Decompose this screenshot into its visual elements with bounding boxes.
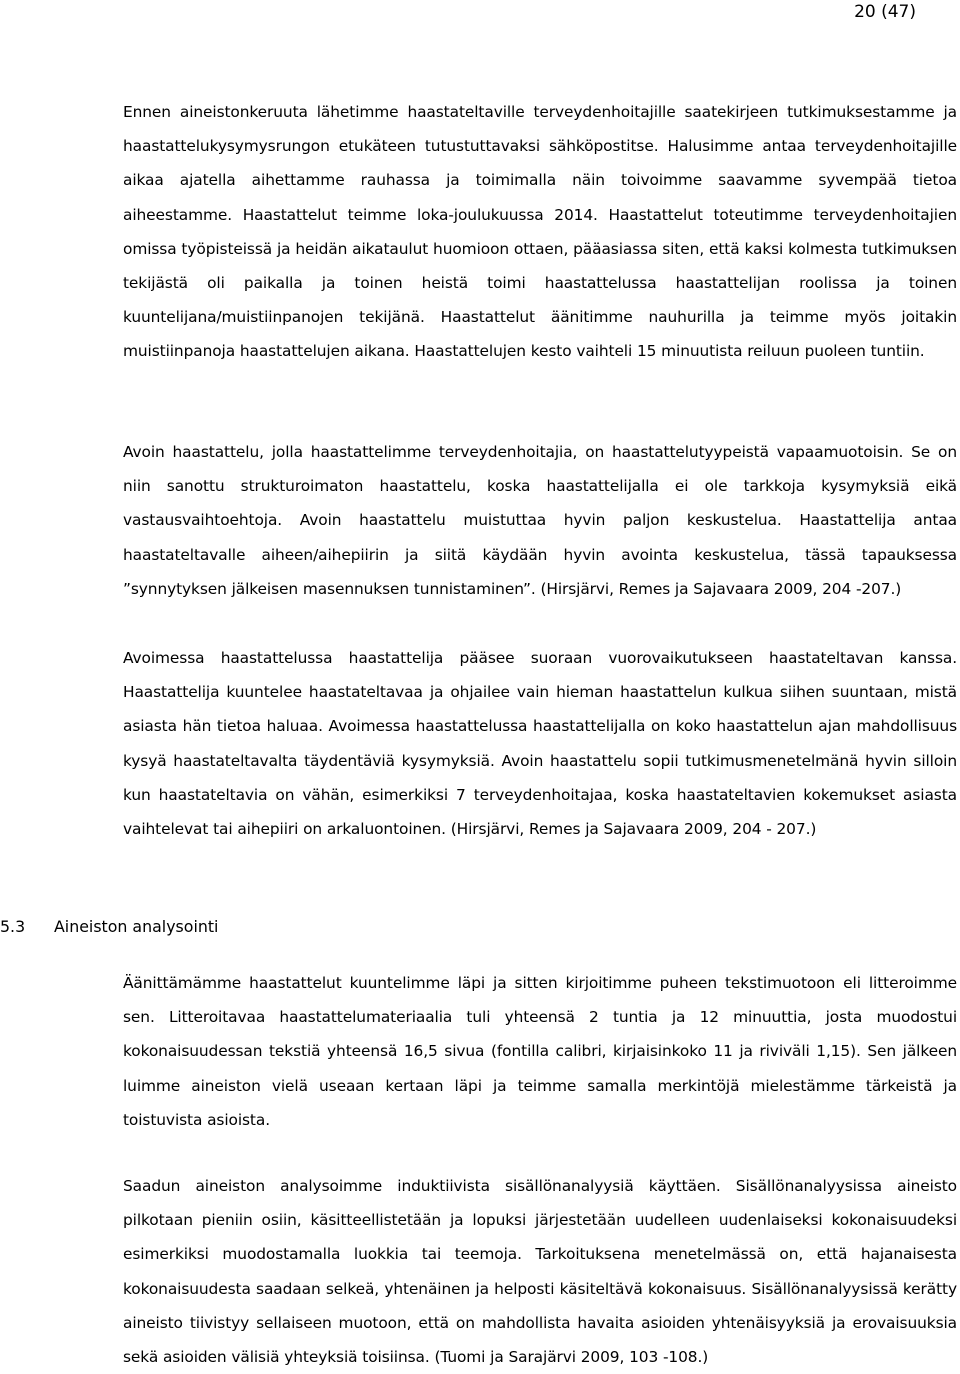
section-heading xyxy=(0,915,400,939)
paragraph-open-interview: Avoin haastattelu, jolla haastattelimme terveydenhoitajia, on haastattelutyypeistä vapaamuotoisin. Se on niin sanottu strukturoimaton haastattelu, koska haastattelijalla ei ole tarkkoja kysymyksiä eikä vastausvaihtoehtoja. Avoin haastattelu muistuttaa hyvin paljon keskustelua. Haastattelija antaa haastateltavalle aiheen/aihepiirin ja siitä käydään hyvin avointa keskustelua, tässä tapauksessa ”synnytyksen jälkeisen masennuksen tunnistaminen”. (Hirsjärvi, Remes ja Sajavaara 2009, 204 -207.) xyxy=(123,443,957,598)
paragraph-data-collection: Ennen aineistonkeruuta lähetimme haastateltaville terveydenhoitajille saatekirjeen tutkimuksestamme ja haastattelukysymysrungon etukäteen tutustuttavaksi sähköpostitse. Halusimme antaa terveydenhoitajille aikaa ajatella aihettamme rauhassa ja toimimalla näin toivoimme saavamme syvempää tietoa aiheestamme. Haastattelut teimme loka-joulukuussa 2014. Haastattelut toteutimme terveydenhoitajien omissa työpisteissä ja heidän aikataulut huomioon ottaen, pääasiassa siten, että kaksi kolmesta tutkimuksen tekijästä oli paikalla ja toinen heistä toimi haastattelussa haastattelijan roolissa ja toinen kuuntelijana/muistiinpanojen tekijänä. Haastattelut äänitimme nauhurilla ja teimme myös joitakin muistiinpanoja haastattelujen aikana. Haastattelujen kesto vaihteli 15 minuutista reiluun puoleen tuntiin. xyxy=(123,103,957,361)
paragraph-transcription: Äänittämämme haastattelut kuuntelimme läpi ja sitten kirjoitimme puheen tekstimuotoon eli litteroimme sen. Litteroitavaa haastattelumateriaalia tuli yhteensä 2 tuntia ja 12 minuuttia, josta muodostui kokonaisuudessan tekstiä yhteensä 16,5 sivua (fontilla calibri, kirjaisinkoko 11 ja riviväli 1,15). Sen jälkeen luimme aineiston vielä useaan kertaan läpi ja teimme samalla merkintöjä mielestämme tärkeistä ja toistuvista asioista. xyxy=(123,974,957,1129)
paragraph-content-analysis: Saadun aineiston analysoimme induktiivista sisällönanalyysiä käyttäen. Sisällönanalyysissa aineisto pilkotaan pieniin osiin, käsitteellistetään ja lopuksi järjestetään uudelleen uudenlaiseksi kokonaisuudeksi esimerkiksi muodostamalla luokkia tai teemoja. Tarkoituksena menetelmässä on, että hajanaisesta kokonaisuudesta saadaan selkeä, yhtenäinen ja helposti käsiteltävä kokonaisuus. Sisällönanalyysissä kerätty aineisto tiivistyy sellaiseen muotoon, että on mahdollista havaita asioiden yhtenäisyyksiä ja erovaisuuksia sekä asioiden välisiä yhteyksiä toisiinsa. (Tuomi ja Sarajärvi 2009, 103 -108.) xyxy=(123,1177,957,1367)
paragraph-open-interview-details: Avoimessa haastattelussa haastattelija pääsee suoraan vuorovaikutukseen haastateltavan kanssa. Haastattelija kuuntelee haastateltavaa ja ohjailee vain hieman haastattelun kulkua siihen suuntaan, mistä asiasta hän tietoa haluaa. Avoimessa haastattelussa haastattelijalla on koko haastattelun ajan mahdollisuus kysyä haastateltavalta täydentäviä kysymyksiä. Avoin haastattelu sopii tutkimusmenetelmänä hyvin silloin kun haastateltavia on vähän, esimerkiksi 7 terveydenhoitajaa, koska haastateltavien kokemukset asiasta vaihtelevat tai aihepiiri on arkaluontoinen. (Hirsjärvi, Remes ja Sajavaara 2009, 204 - 207.) xyxy=(123,649,957,839)
section-title: Aineiston analysointi xyxy=(54,917,219,936)
page-number: 20 (47) xyxy=(854,2,916,22)
section-number: 5.3 xyxy=(0,917,26,936)
